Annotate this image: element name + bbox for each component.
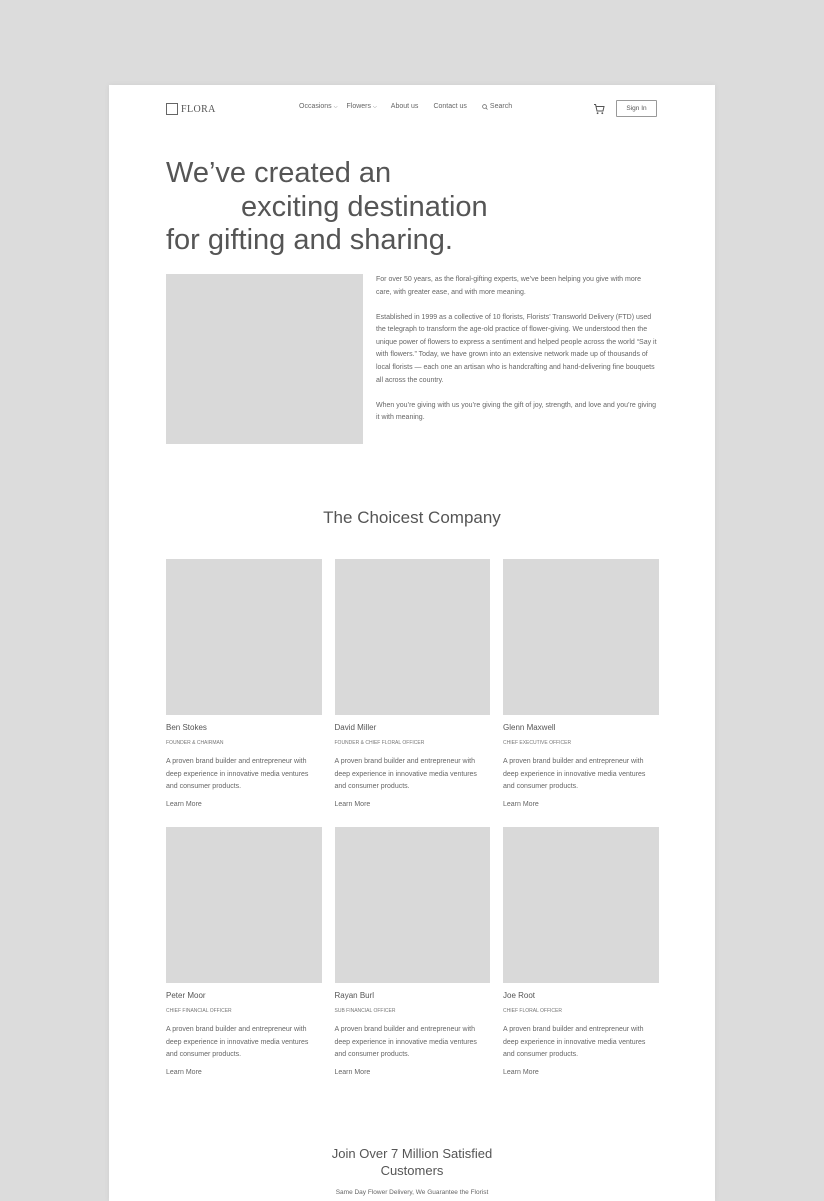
member-name: Glenn Maxwell [503, 723, 556, 732]
hero-title-line: for gifting and sharing. [166, 224, 453, 256]
member-role: FOUNDER & CHIEF FLORAL OFFICER [334, 740, 425, 746]
hero-description [376, 274, 658, 437]
member-photo-placeholder [166, 559, 322, 715]
member-photo-placeholder [503, 559, 659, 715]
learn-more-link[interactable]: Learn More [503, 801, 539, 808]
team-card [335, 559, 491, 827]
learn-more-link[interactable]: Learn More [166, 801, 202, 808]
member-role: CHIEF FLORAL OFFICER [503, 1008, 562, 1014]
section-title: The Choicest Company [323, 508, 501, 527]
sign-in-button[interactable]: Sign In [616, 100, 657, 117]
member-name: Ben Stokes [166, 723, 207, 732]
member-name: Joe Root [503, 991, 536, 1000]
hero-title-line: exciting destination [241, 190, 488, 223]
team-grid [166, 559, 658, 1095]
logo-text: FLORA [181, 103, 216, 115]
nav-item-label: Flowers [346, 103, 371, 110]
join-title [109, 1145, 715, 1179]
search-icon [482, 104, 488, 110]
member-name: Rayan Burl [334, 991, 375, 1000]
search-label: Search [489, 103, 513, 110]
member-photo-placeholder [335, 559, 491, 715]
member-photo-placeholder [503, 827, 659, 983]
join-subtitle: Same Day Flower Delivery, We Guarantee the Florist [335, 1189, 489, 1196]
member-description: A proven brand builder and entrepreneur with deep experience in innovative media ventures and consumer products. [334, 1026, 477, 1058]
member-description: A proven brand builder and entrepreneur with deep experience in innovative media ventures and consumer products. [503, 1026, 646, 1058]
team-card [335, 827, 491, 1095]
member-role: SUB FINANCIAL OFFICER [334, 1008, 396, 1014]
learn-more-link[interactable]: Learn More [166, 1069, 202, 1076]
hero-image-placeholder [166, 274, 363, 444]
member-name: Peter Moor [166, 991, 206, 1000]
learn-more-link[interactable]: Learn More [334, 1069, 371, 1076]
team-card [166, 827, 322, 1095]
join-title-line: Join Over 7 Million Satisfied [331, 1146, 493, 1161]
learn-more-link[interactable]: Learn More [334, 801, 371, 808]
hero-paragraph: Established in 1999 as a collective of 10 florists, Florists’ Transworld Delivery (FTD) used the telegraph to transform the age-old practice of flower-giving. We understood then the unique power of flowers to express a sentiment and helped people across the world “Say it with flowers.” Today, we have grown into an extensive network made up of thousands of local florists — each one an artisan who is handcrafting and hand-delivering fine bouquets all across the country. [376, 313, 657, 384]
member-role: CHIEF FINANCIAL OFFICER [166, 1008, 232, 1014]
team-card [166, 559, 322, 827]
member-description: A proven brand builder and entrepreneur with deep experience in innovative media ventures and consumer products. [166, 758, 309, 790]
member-role: CHIEF EXECUTIVE OFFICER [503, 740, 572, 746]
nav-item-label: Contact us [433, 103, 467, 110]
member-role: FOUNDER & CHAIRMAN [166, 740, 224, 746]
nav-item-contact-us[interactable] [433, 103, 466, 110]
page-container [109, 85, 715, 1201]
hero-title [166, 157, 488, 258]
team-card [503, 559, 659, 827]
member-description: A proven brand builder and entrepreneur with deep experience in innovative media ventures and consumer products. [503, 758, 646, 790]
nav-item-flowers[interactable] [346, 103, 376, 110]
nav-item-about-us[interactable] [391, 103, 419, 110]
member-photo-placeholder [335, 827, 491, 983]
hero-paragraph: When you’re giving with us you’re giving the gift of joy, strength, and love and you’re giving it with meaning. [376, 401, 657, 422]
nav-item-occasions[interactable] [299, 103, 337, 110]
team-card [503, 827, 659, 1095]
member-description: A proven brand builder and entrepreneur with deep experience in innovative media ventures and consumer products. [334, 758, 477, 790]
chevron-down-icon: ⌵ [373, 103, 377, 110]
logo-mark [166, 103, 178, 115]
hero-title-line: We’ve created an [166, 157, 392, 189]
join-title-line: Customers [380, 1163, 444, 1178]
chevron-down-icon: ⌵ [333, 103, 338, 110]
member-photo-placeholder [166, 827, 322, 983]
search-button[interactable] [482, 103, 512, 110]
nav-item-label: Occasions [299, 103, 332, 110]
member-name: David Miller [334, 723, 377, 732]
main-nav [299, 103, 512, 110]
member-description: A proven brand builder and entrepreneur with deep experience in innovative media ventures and consumer products. [166, 1026, 309, 1058]
logo[interactable] [166, 103, 216, 115]
cart-icon[interactable] [593, 103, 605, 115]
nav-item-label: About us [390, 103, 419, 110]
learn-more-link[interactable]: Learn More [503, 1069, 539, 1076]
hero-paragraph: For over 50 years, as the floral-gifting experts, we’ve been helping you give with more care, with greater ease, and with more meaning. [376, 276, 641, 296]
